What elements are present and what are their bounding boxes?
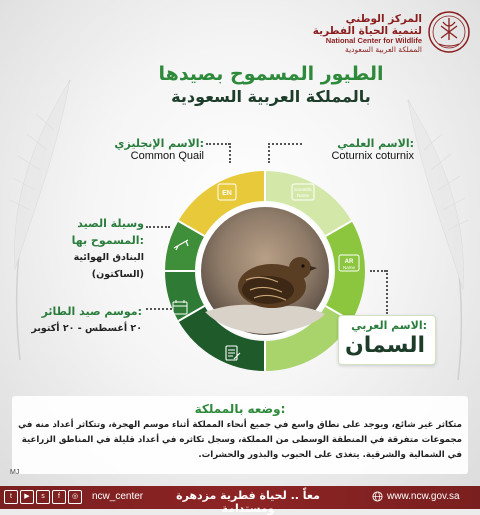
org-name-block bbox=[313, 13, 422, 54]
emblem-icon bbox=[427, 10, 471, 54]
hunting-method-label-1: وسيلة الصيد bbox=[77, 217, 144, 230]
arabic-name-panel bbox=[338, 315, 436, 365]
connector-scientific-v bbox=[268, 143, 270, 163]
connector-method bbox=[146, 226, 170, 228]
arabic-name-value: السمان bbox=[345, 333, 425, 358]
svg-text:Scientific: Scientific bbox=[293, 187, 313, 192]
footer bbox=[0, 486, 480, 515]
globe-icon bbox=[372, 491, 383, 502]
scientific-name-value: Coturnix coturnix bbox=[331, 150, 414, 162]
hunting-method-value-1: البنادق الهوائية bbox=[73, 252, 144, 263]
footer-handle[interactable]: ncw_center bbox=[92, 491, 144, 502]
scientific-name-label: الاسم العلمي: bbox=[337, 137, 414, 150]
svg-text:Name: Name bbox=[296, 193, 310, 198]
page-title bbox=[150, 63, 392, 106]
footer-website[interactable] bbox=[372, 491, 460, 502]
connector-arabic bbox=[370, 270, 386, 272]
connector-scientific bbox=[268, 143, 302, 145]
svg-text:AR: AR bbox=[344, 259, 354, 265]
scientific-name-block bbox=[331, 137, 414, 162]
org-name-ar-line2: لتنمية الحياة الفطرية bbox=[312, 25, 422, 38]
youtube-icon[interactable]: ▶ bbox=[20, 490, 34, 504]
connector-english-v bbox=[229, 143, 231, 163]
english-name-label: الاسم الإنجليزي: bbox=[114, 137, 204, 150]
footer-slogan: معاً .. لحياة فطرية مزدهرة ومستدامة bbox=[176, 489, 320, 515]
connector-arabic-v bbox=[386, 270, 388, 314]
status-body: متكاثر غير شائع، ويوجد على نطاق واسع في جميع أنحاء المملكة أثناء موسم الهجرة، وتتكاثر أعداد منه في مجموعات متفرقة في المنطقة الوسطى من المملكة، وسجل تكاثره في أعداد قليلة في المناطق الزراعية في الشمالية والشرقية. يتغذى على الحبوب والبذور والحشرات. bbox=[18, 420, 462, 460]
hunting-method-value-2: (الساكتون) bbox=[91, 269, 144, 280]
title-line1: الطيور المسموح بصيدها bbox=[158, 63, 384, 85]
facebook-icon[interactable]: f bbox=[52, 490, 66, 504]
instagram-icon[interactable]: ◎ bbox=[68, 490, 82, 504]
org-country-ar: المملكة العربية السعودية bbox=[345, 44, 422, 54]
connector-season bbox=[146, 308, 172, 310]
english-name-block bbox=[114, 137, 204, 162]
hunting-season-value: ٢٠ أغسطس - ٢٠ أكتوبر bbox=[31, 323, 142, 334]
snapchat-icon[interactable]: s bbox=[36, 490, 50, 504]
english-name-value: Common Quail bbox=[130, 150, 204, 162]
hunting-method-block bbox=[72, 215, 144, 283]
arabic-name-label: الاسم العربي: bbox=[351, 319, 427, 332]
status-title: وضعه بالمملكة: bbox=[194, 402, 286, 416]
org-name-ar-line1: المركز الوطني bbox=[345, 13, 422, 25]
twitter-icon[interactable]: t bbox=[4, 490, 18, 504]
hunting-season-label: موسم صيد الطائر: bbox=[41, 305, 142, 318]
connector-english bbox=[206, 143, 230, 145]
hunting-method-label-2: المسموح بها: bbox=[71, 234, 144, 247]
footer-website-text[interactable]: www.ncw.gov.sa bbox=[387, 491, 460, 502]
org-name-en: National Center for Wildlife bbox=[325, 36, 422, 46]
title-line2: بالمملكة العربية السعودية bbox=[171, 86, 371, 106]
social-icons bbox=[4, 490, 82, 504]
svg-text:Name: Name bbox=[342, 265, 356, 270]
status-box bbox=[12, 396, 468, 474]
svg-text:EN: EN bbox=[222, 190, 232, 197]
hunting-season-block bbox=[31, 303, 142, 337]
corner-mark: MJ bbox=[10, 469, 20, 476]
